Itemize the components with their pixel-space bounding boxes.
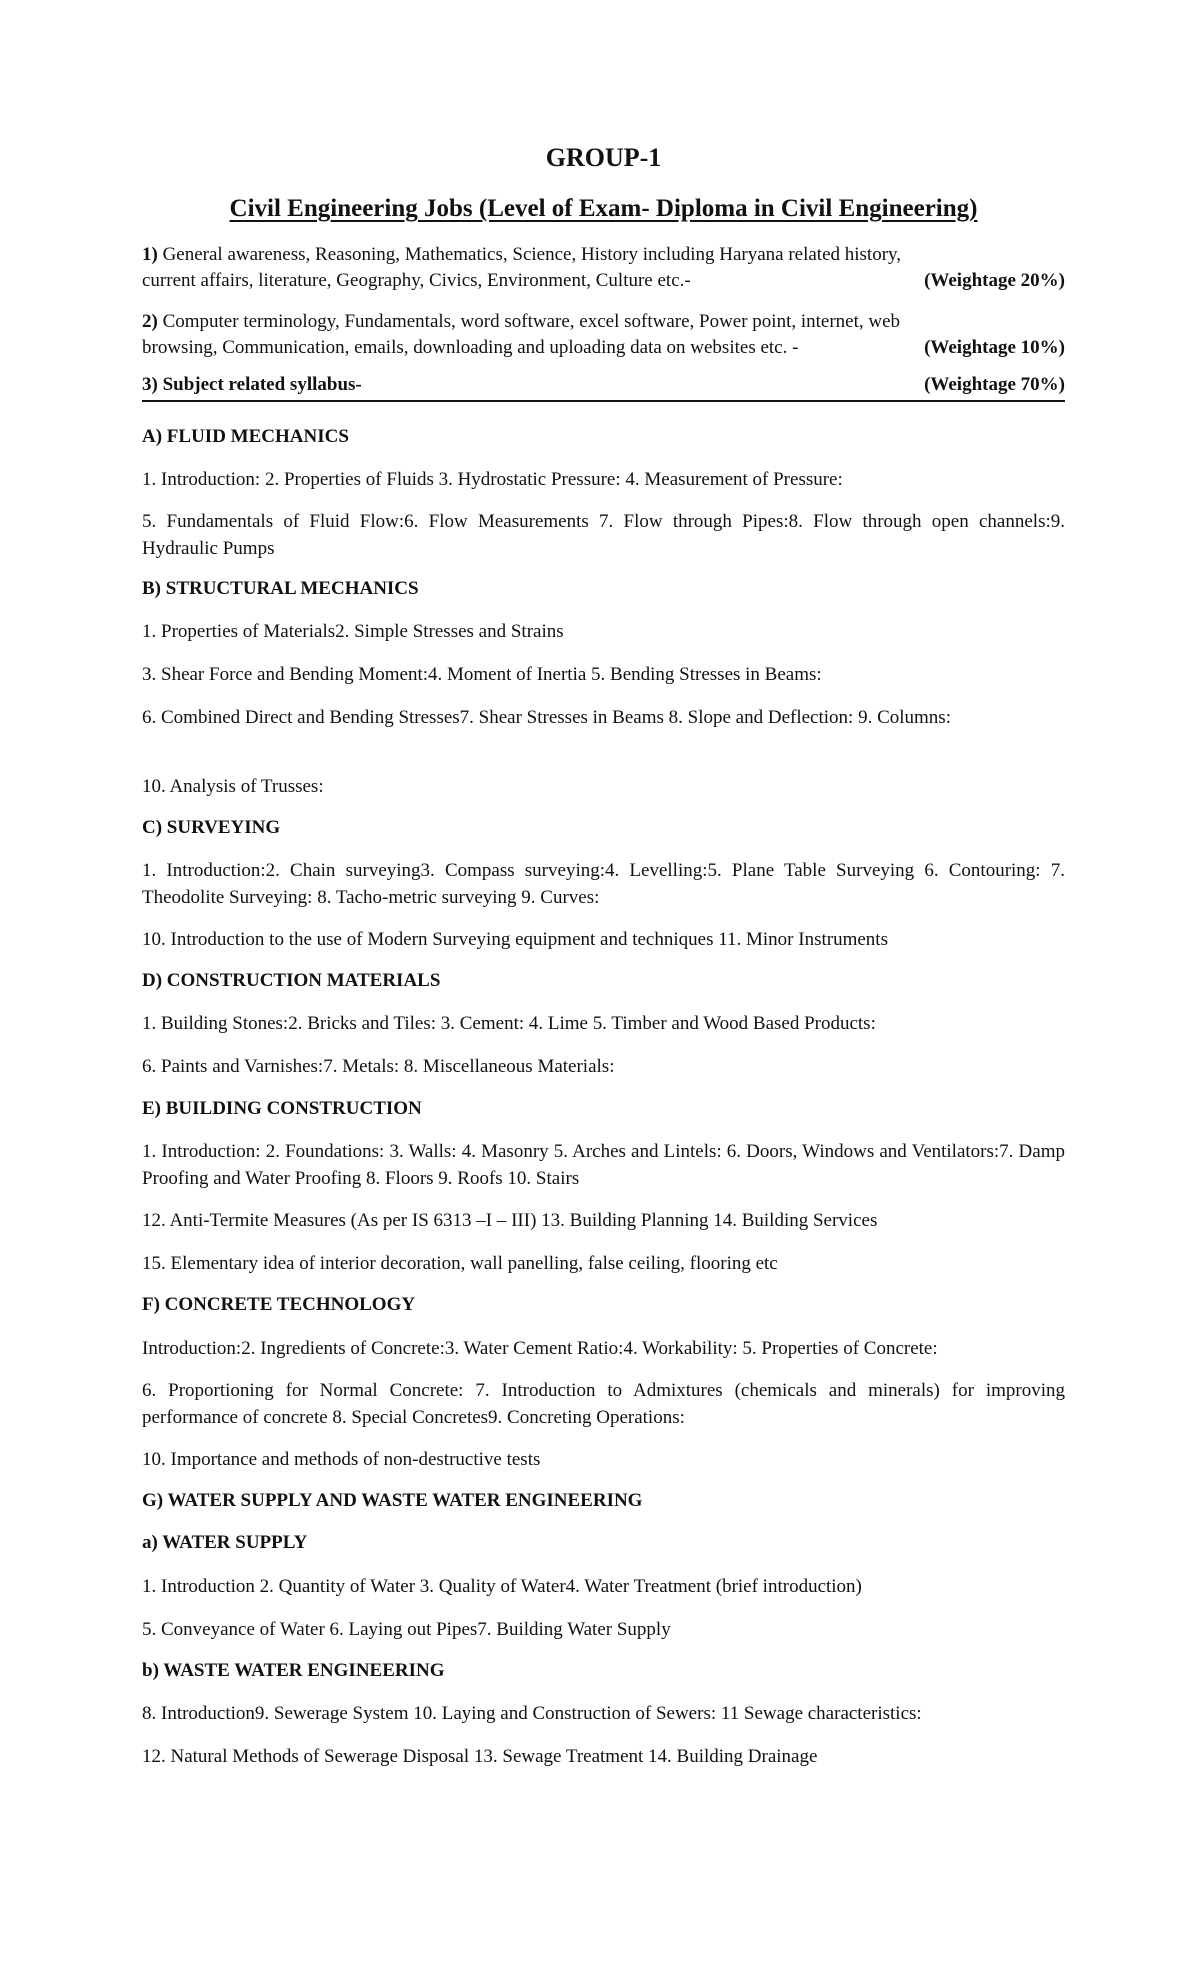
section-paragraph: 6. Combined Direct and Bending Stresses7. Shear Stresses in Beams 8. Slope and Deflection: 9. Columns:	[142, 707, 951, 728]
section-paragraph: 10. Introduction to the use of Modern Surveying equipment and techniques 11. Minor Instruments	[142, 929, 888, 950]
intro-item-2-weightage: (Weightage 10%)	[924, 337, 1065, 358]
page-subtitle: Civil Engineering Jobs (Level of Exam- Diploma in Civil Engineering)	[229, 195, 978, 222]
section-paragraph: 1. Introduction: 2. Foundations: 3. Walls: 4. Masonry 5. Arches and Lintels: 6. Doors, Windows and Ventilators:7. Damp Proofing and Water Proofing 8. Floors 9. Roofs 10. Stairs	[142, 1141, 1065, 1189]
section-paragraph: 10. Analysis of Trusses:	[142, 776, 324, 797]
section-heading-structural-mechanics: B) STRUCTURAL MECHANICS	[142, 578, 419, 599]
section-paragraph: 6. Proportioning for Normal Concrete: 7. Introduction to Admixtures (chemicals and minerals) for improving performance of concrete 8. Special Concretes9. Concreting Operations:	[142, 1380, 1065, 1428]
subject-syllabus-weightage: (Weightage 70%)	[924, 374, 1065, 395]
section-heading-concrete-technology: F) CONCRETE TECHNOLOGY	[142, 1294, 416, 1315]
intro-item-1-number: 1)	[142, 244, 158, 265]
section-heading-water-supply-waste-water: G) WATER SUPPLY AND WASTE WATER ENGINEERING	[142, 1490, 643, 1511]
section-paragraph: Introduction:2. Ingredients of Concrete:3. Water Cement Ratio:4. Workability: 5. Properties of Concrete:	[142, 1338, 938, 1359]
intro-item-2-line2: browsing, Communication, emails, downloading and uploading data on websites etc. -	[142, 337, 799, 358]
section-paragraph: 8. Introduction9. Sewerage System 10. Laying and Construction of Sewers: 11 Sewage characteristics:	[142, 1703, 922, 1724]
section-paragraph: 1. Introduction 2. Quantity of Water 3. Quality of Water4. Water Treatment (brief introduction)	[142, 1576, 862, 1597]
section-paragraph: 12. Natural Methods of Sewerage Disposal 13. Sewage Treatment 14. Building Drainage	[142, 1746, 818, 1767]
intro-item-1-weightage: (Weightage 20%)	[924, 270, 1065, 291]
section-paragraph: 15. Elementary idea of interior decoration, wall panelling, false ceiling, flooring etc	[142, 1253, 778, 1274]
subject-syllabus-header	[142, 372, 1065, 402]
subsection-heading-water-supply: a) WATER SUPPLY	[142, 1532, 308, 1553]
section-paragraph: 10. Importance and methods of non-destructive tests	[142, 1449, 541, 1470]
intro-item-1-line2: current affairs, literature, Geography, Civics, Environment, Culture etc.-	[142, 270, 691, 291]
section-paragraph: 3. Shear Force and Bending Moment:4. Moment of Inertia 5. Bending Stresses in Beams:	[142, 664, 822, 685]
subsection-heading-waste-water-engineering: b) WASTE WATER ENGINEERING	[142, 1660, 445, 1681]
intro-item-2	[142, 309, 1065, 361]
subject-syllabus-label: 3) Subject related syllabus-	[142, 374, 362, 395]
section-heading-construction-materials: D) CONSTRUCTION MATERIALS	[142, 970, 441, 991]
section-paragraph: 6. Paints and Varnishes:7. Metals: 8. Miscellaneous Materials:	[142, 1056, 615, 1077]
intro-item-1-line1: General awareness, Reasoning, Mathematics, Science, History including Haryana related history,	[157, 244, 902, 265]
section-heading-building-construction: E) BUILDING CONSTRUCTION	[142, 1098, 422, 1119]
section-paragraph: 5. Fundamentals of Fluid Flow:6. Flow Measurements 7. Flow through Pipes:8. Flow through open channels:9. Hydraulic Pumps	[142, 511, 1065, 559]
section-paragraph: 1. Building Stones:2. Bricks and Tiles: 3. Cement: 4. Lime 5. Timber and Wood Based Products:	[142, 1013, 876, 1034]
section-heading-surveying: C) SURVEYING	[142, 817, 281, 838]
intro-item-1	[142, 242, 1065, 294]
section-paragraph: 1. Introduction:2. Chain surveying3. Compass surveying:4. Levelling:5. Plane Table Surveying 6. Contouring: 7. Theodolite Surveying: 8. Tacho-metric surveying 9. Curves:	[142, 860, 1065, 908]
section-paragraph: 1. Introduction: 2. Properties of Fluids 3. Hydrostatic Pressure: 4. Measurement of Pressure:	[142, 469, 843, 490]
intro-item-2-number: 2)	[142, 311, 158, 332]
section-paragraph: 1. Properties of Materials2. Simple Stresses and Strains	[142, 621, 564, 642]
section-paragraph: 12. Anti-Termite Measures (As per IS 6313 –I – III) 13. Building Planning 14. Building Services	[142, 1210, 878, 1231]
section-heading-fluid-mechanics: A) FLUID MECHANICS	[142, 426, 349, 447]
page-title: GROUP-1	[545, 143, 662, 172]
intro-item-2-line1: Computer terminology, Fundamentals, word software, excel software, Power point, internet, web	[157, 311, 901, 332]
section-paragraph: 5. Conveyance of Water 6. Laying out Pipes7. Building Water Supply	[142, 1619, 671, 1640]
